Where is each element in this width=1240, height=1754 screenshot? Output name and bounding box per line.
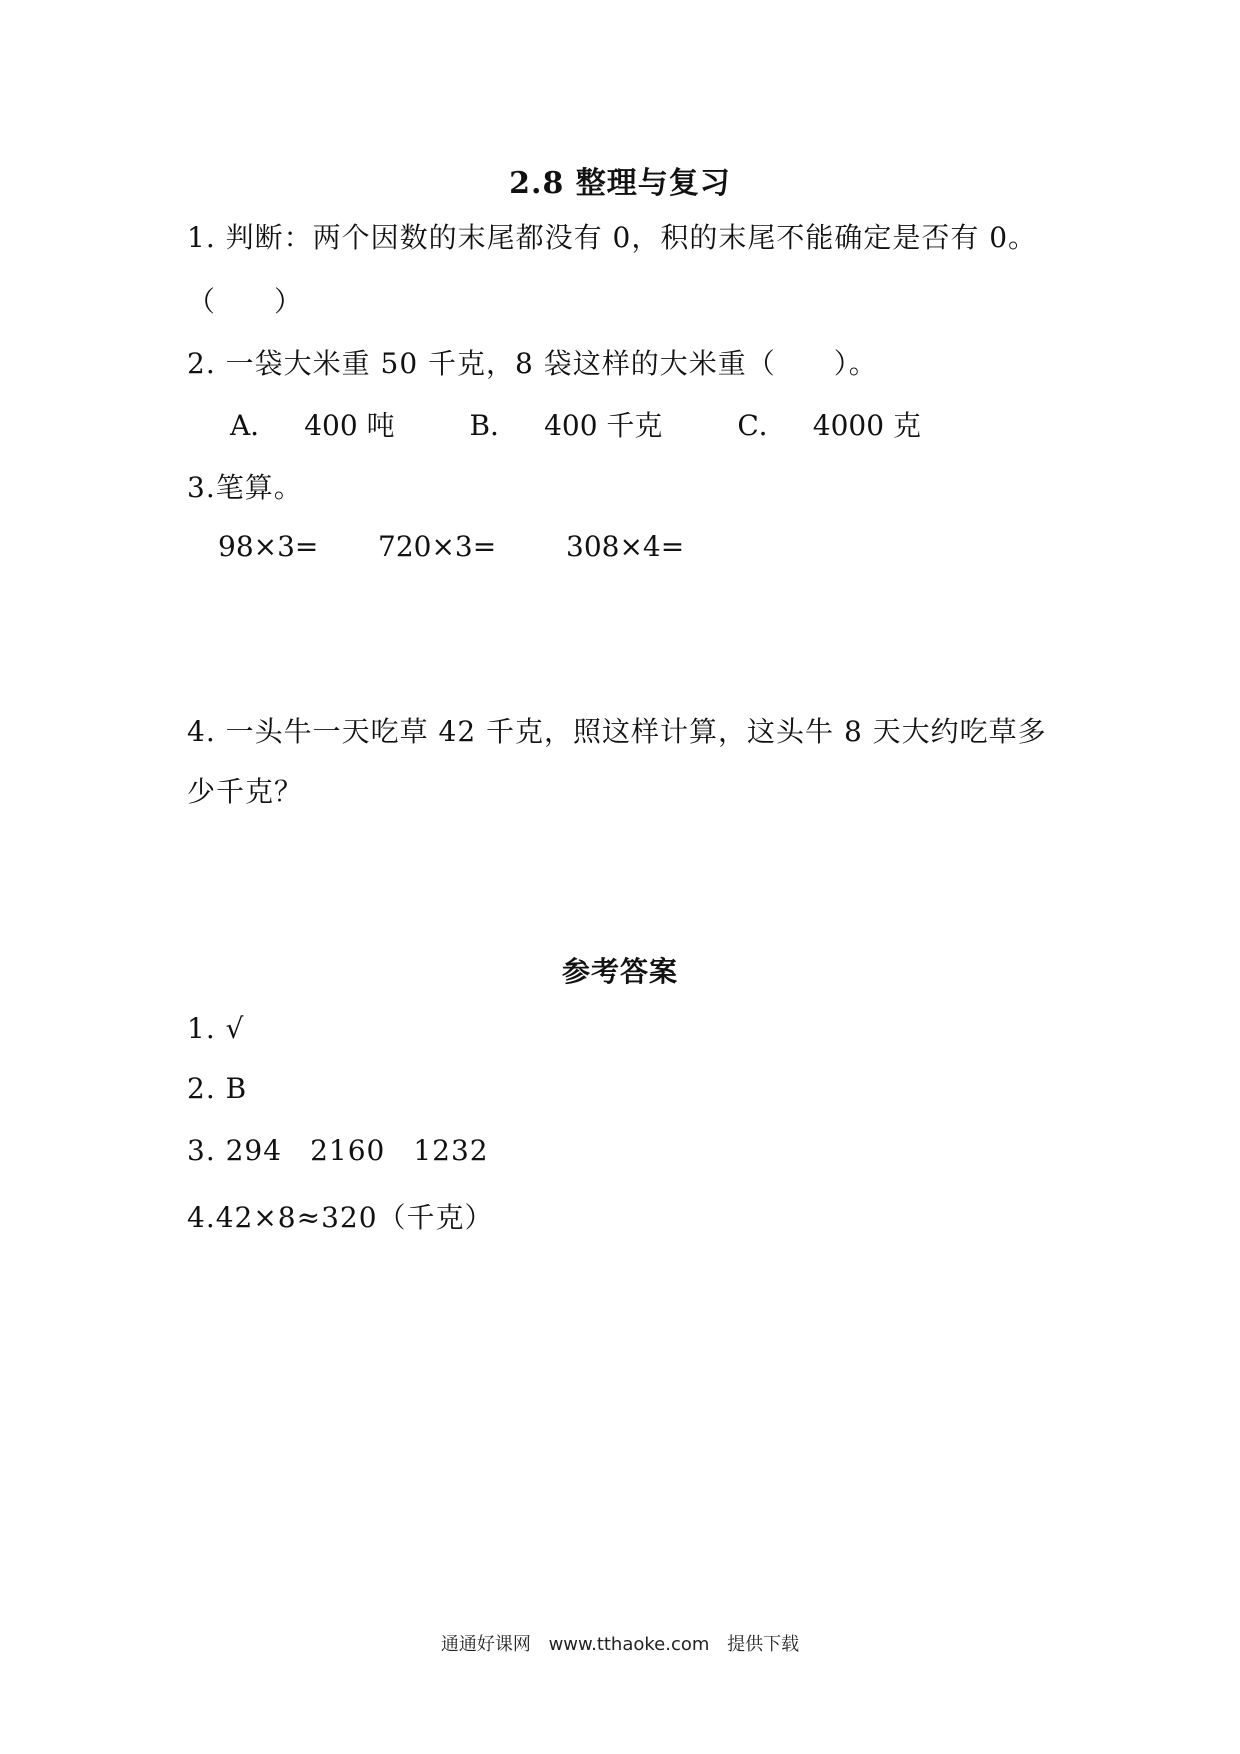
choice-a-letter: A． bbox=[230, 409, 279, 442]
answer-3-part-2: 2160 bbox=[310, 1134, 386, 1167]
choice-c-letter: C． bbox=[737, 409, 787, 442]
answer-1: 1. √ bbox=[187, 1012, 245, 1045]
answer-2: 2. B bbox=[187, 1072, 248, 1105]
expression-3: 308×4= bbox=[566, 530, 685, 563]
expression-2: 720×3= bbox=[378, 530, 497, 563]
choice-b bbox=[470, 404, 663, 444]
footer-suffix: 提供下载 bbox=[727, 1634, 800, 1655]
answer-3-part-3: 1232 bbox=[413, 1134, 489, 1167]
question-4-line-2: 少千克？ bbox=[187, 775, 304, 808]
choice-c bbox=[737, 404, 921, 444]
choice-a bbox=[230, 404, 395, 444]
footer-site-name: 通通好课网 bbox=[440, 1634, 531, 1655]
page-title: 2.8 整理与复习 bbox=[509, 166, 731, 201]
question-2-choices bbox=[230, 404, 987, 444]
choice-b-letter: B． bbox=[469, 409, 519, 442]
question-1-blank: （ ） bbox=[187, 285, 304, 318]
footer bbox=[0, 1630, 1240, 1656]
question-2-text: 2. 一袋大米重 50 千克，8 袋这样的大米重（ ）。 bbox=[187, 347, 878, 380]
answer-4: 4.42×8≈320（千克） bbox=[187, 1201, 494, 1234]
choice-b-value: 400 千克 bbox=[544, 409, 663, 442]
answers-title: 参考答案 bbox=[561, 955, 678, 988]
question-3-text: 3.笔算。 bbox=[187, 471, 303, 504]
answer-3-part-1: 3. 294 bbox=[187, 1134, 283, 1167]
question-4-line-1: 4. 一头牛一天吃草 42 千克，照这样计算，这头牛 8 天大约吃草多 bbox=[187, 715, 1047, 748]
answer-3 bbox=[187, 1134, 517, 1167]
footer-url[interactable]: www.tthaoke.com bbox=[548, 1634, 710, 1655]
choice-a-value: 400 吨 bbox=[304, 409, 395, 442]
choice-c-value: 4000 克 bbox=[812, 409, 921, 442]
question-3-expressions bbox=[218, 530, 684, 563]
expression-1: 98×3= bbox=[218, 530, 319, 563]
question-1-text: 1. 判断：两个因数的末尾都没有 0，积的末尾不能确定是否有 0。 bbox=[187, 221, 1038, 254]
